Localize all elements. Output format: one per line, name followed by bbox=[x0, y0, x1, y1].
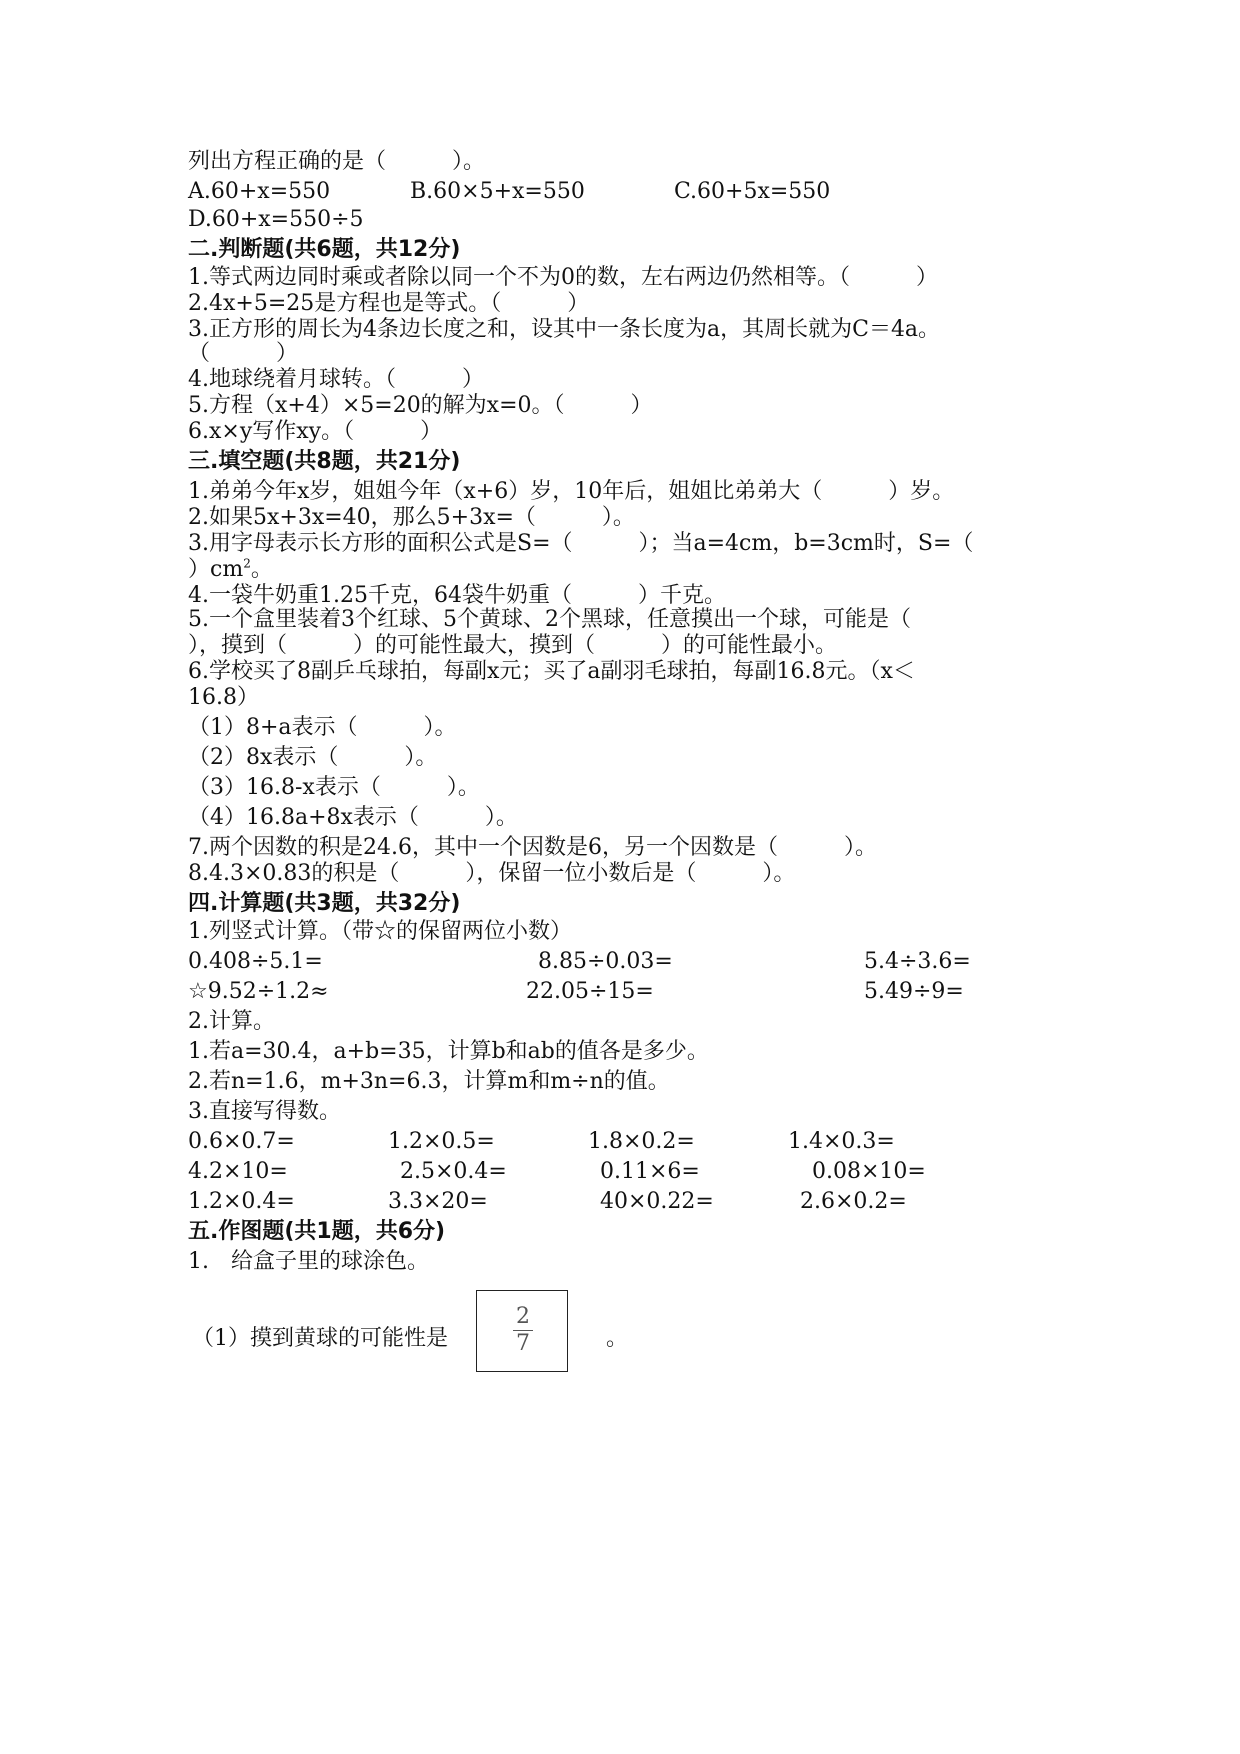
option-d: D.60+x=550÷5 bbox=[188, 207, 364, 232]
vertical-calc: 8.85÷0.03= bbox=[538, 949, 673, 974]
period: 。 bbox=[250, 557, 273, 582]
direct-calc: 1.2×0.4= bbox=[188, 1189, 295, 1214]
fill-item: 3.用字母表示长方形的面积公式是S=（ ）；当a=4cm，b=3cm时，S=（ bbox=[188, 531, 974, 556]
judge-item: 1.等式两边同时乘或者除以同一个不为0的数，左右两边仍然相等。（ ） bbox=[188, 265, 938, 290]
judge-item: 4.地球绕着月球转。（ ） bbox=[188, 367, 484, 392]
superscript: 2 bbox=[243, 556, 251, 571]
vertical-calc: ☆9.52÷1.2≈ bbox=[188, 979, 329, 1004]
vertical-calc: 0.408÷5.1= bbox=[188, 949, 323, 974]
question-stem: 列出方程正确的是（ ）。 bbox=[188, 149, 486, 174]
direct-calc: 0.11×6= bbox=[600, 1159, 700, 1184]
direct-calc: 2.6×0.2= bbox=[800, 1189, 907, 1214]
fill-item: 6.学校买了8副乒乓球拍，每副x元；买了a副羽毛球拍，每副16.8元。（x＜ bbox=[188, 659, 915, 684]
fill-item: 2.如果5x+3x=40，那么5+3x=（ ）。 bbox=[188, 505, 635, 530]
judge-item: 6.x×y写作xy。（ ） bbox=[188, 419, 443, 444]
draw-question: 1. 给盒子里的球涂色。 bbox=[188, 1249, 429, 1274]
section-title: 五.作图题(共1题，共6分) bbox=[188, 1219, 446, 1244]
judge-item: 3.正方形的周长为4条边长度之和，设其中一条长度为a，其周长就为C＝4a。 bbox=[188, 317, 941, 342]
period: 。 bbox=[606, 1326, 629, 1351]
unit-text: ）cm bbox=[188, 557, 244, 582]
fill-item: 4.一袋牛奶重1.25千克，64袋牛奶重（ ）千克。 bbox=[188, 583, 726, 608]
calc-question: 2.计算。 bbox=[188, 1009, 275, 1034]
fill-item: 5.一个盒里装着3个红球、5个黄球、2个黑球，任意摸出一个球，可能是（ bbox=[188, 607, 911, 632]
section-title: 三.填空题(共8题，共21分) bbox=[188, 449, 461, 474]
direct-calc: 40×0.22= bbox=[600, 1189, 714, 1214]
fraction bbox=[513, 1305, 533, 1356]
fraction-box bbox=[476, 1290, 568, 1372]
direct-calc: 1.2×0.5= bbox=[388, 1129, 495, 1154]
direct-calc: 4.2×10= bbox=[188, 1159, 288, 1184]
direct-calc: 0.6×0.7= bbox=[188, 1129, 295, 1154]
fill-item: 1.弟弟今年x岁，姐姐今年（x+6）岁，10年后，姐姐比弟弟大（ ）岁。 bbox=[188, 479, 955, 504]
judge-item-bracket: （ ） bbox=[188, 341, 299, 366]
fill-item-continued: 16.8） bbox=[188, 685, 259, 710]
direct-calc: 0.08×10= bbox=[812, 1159, 926, 1184]
probability-prompt: （1）摸到黄球的可能性是 bbox=[192, 1326, 448, 1351]
direct-calc: 1.4×0.3= bbox=[788, 1129, 895, 1154]
vertical-calc: 5.49÷9= bbox=[864, 979, 964, 1004]
calc-subquestion: 1.若a=30.4，a+b=35，计算b和ab的值各是多少。 bbox=[188, 1039, 709, 1064]
option-b: B.60×5+x=550 bbox=[410, 179, 585, 204]
fill-item: 8.4.3×0.83的积是（ ），保留一位小数后是（ ）。 bbox=[188, 861, 796, 886]
option-c: C.60+5x=550 bbox=[674, 179, 831, 204]
direct-calc: 1.8×0.2= bbox=[588, 1129, 695, 1154]
fill-subitem: （4）16.8a+8x表示（ ）。 bbox=[188, 805, 518, 830]
fraction-numerator: 2 bbox=[516, 1304, 530, 1329]
section-title: 二.判断题(共6题，共12分) bbox=[188, 237, 461, 262]
direct-calc: 3.3×20= bbox=[388, 1189, 488, 1214]
fill-subitem: （3）16.8-x表示（ ）。 bbox=[188, 775, 480, 800]
direct-calc: 2.5×0.4= bbox=[400, 1159, 507, 1184]
option-a: A.60+x=550 bbox=[188, 179, 331, 204]
calc-question: 3.直接写得数。 bbox=[188, 1099, 341, 1124]
fill-item-continued bbox=[188, 556, 273, 584]
vertical-calc: 22.05÷15= bbox=[526, 979, 654, 1004]
fraction-denominator: 7 bbox=[516, 1331, 530, 1356]
fill-item: 7.两个因数的积是24.6，其中一个因数是6，另一个因数是（ ）。 bbox=[188, 835, 877, 860]
fill-subitem: （2）8x表示（ ）。 bbox=[188, 745, 438, 770]
fill-item-continued: ），摸到（ ）的可能性最大，摸到（ ）的可能性最小。 bbox=[188, 633, 838, 658]
fill-subitem: （1）8+a表示（ ）。 bbox=[188, 715, 457, 740]
vertical-calc: 5.4÷3.6= bbox=[864, 949, 971, 974]
calc-subquestion: 2.若n=1.6，m+3n=6.3，计算m和m÷n的值。 bbox=[188, 1069, 670, 1094]
calc-question: 1.列竖式计算。（带☆的保留两位小数） bbox=[188, 919, 572, 944]
judge-item: 5.方程（x+4）×5=20的解为x=0。（ ） bbox=[188, 393, 653, 418]
section-title: 四.计算题(共3题，共32分) bbox=[188, 891, 461, 916]
judge-item: 2.4x+5=25是方程也是等式。（ ） bbox=[188, 291, 590, 316]
